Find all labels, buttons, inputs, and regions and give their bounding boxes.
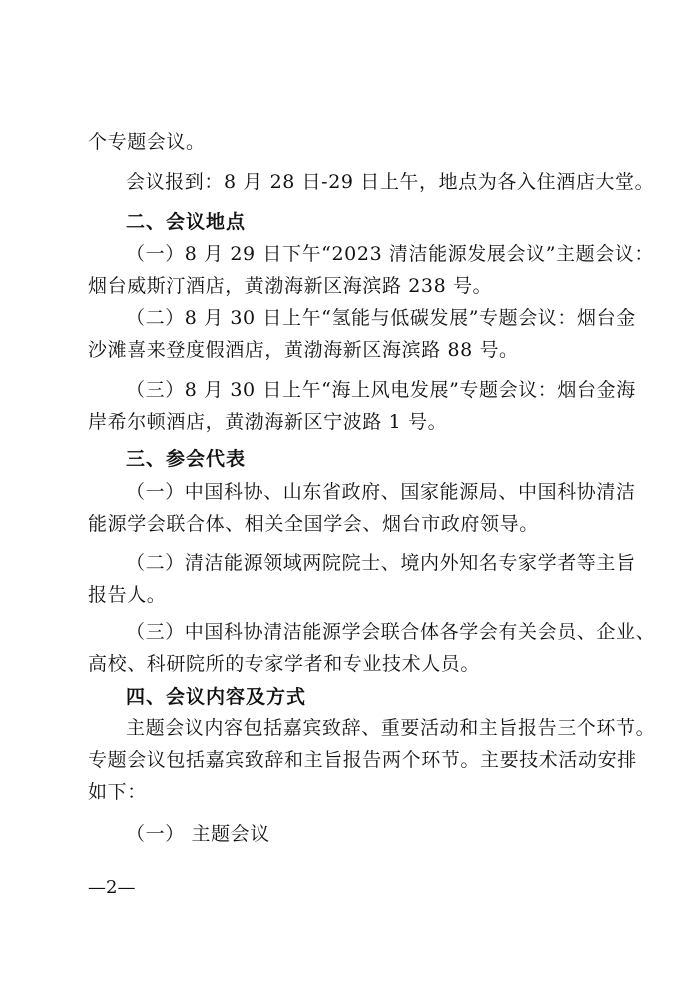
content-paragraph-line-1: 主题会议内容包括嘉宾致辞、重要活动和主旨报告三个环节。	[126, 717, 656, 739]
attendee-item-2-line-2: 报告人。	[88, 584, 167, 606]
section-heading-attendees: 三、参会代表	[126, 448, 247, 470]
subsection-heading-main-meeting: （一） 主题会议	[126, 823, 270, 845]
attendee-item-1-line-1: （一）中国科协、山东省政府、国家能源局、中国科协清洁	[126, 481, 636, 503]
venue-item-2-line-2: 沙滩喜来登度假酒店，黄渤海新区海滨路 88 号。	[88, 339, 519, 361]
attendee-item-2-line-1: （二）清洁能源领域两院院士、境内外知名专家学者等主旨	[126, 552, 636, 574]
venue-item-3-line-2: 岸希尔顿酒店，黄渤海新区宁波路 1 号。	[88, 411, 448, 433]
content-paragraph-line-3: 如下：	[88, 781, 147, 803]
venue-item-1-line-1: （一）8 月 29 日下午“2023 清洁能源发展会议”主题会议：	[126, 243, 655, 265]
paragraph-continuation-line: 个专题会议。	[88, 131, 206, 153]
registration-info-line: 会议报到：8 月 28 日-29 日上午，地点为各入住酒店大堂。	[126, 171, 655, 193]
venue-item-2-line-1: （二）8 月 30 日上午“氢能与低碳发展”专题会议：烟台金	[126, 307, 636, 329]
venue-item-1-line-2: 烟台威斯汀酒店，黄渤海新区海滨路 238 号。	[88, 275, 493, 297]
venue-item-3-line-1: （三）8 月 30 日上午“海上风电发展”专题会议：烟台金海	[126, 379, 636, 401]
attendee-item-1-line-2: 能源学会联合体、相关全国学会、烟台市政府领导。	[88, 513, 539, 535]
section-heading-content: 四、会议内容及方式	[126, 686, 307, 708]
section-heading-venue: 二、会议地点	[126, 211, 247, 233]
attendee-item-3-line-2: 高校、科研院所的专家学者和专业技术人员。	[88, 653, 481, 675]
attendee-item-3-line-1: （三）中国科协清洁能源学会联合体各学会有关会员、企业、	[126, 621, 656, 643]
page-number: —2—	[88, 877, 136, 898]
content-paragraph-line-2: 专题会议包括嘉宾致辞和主旨报告两个环节。主要技术活动安排	[88, 749, 637, 771]
